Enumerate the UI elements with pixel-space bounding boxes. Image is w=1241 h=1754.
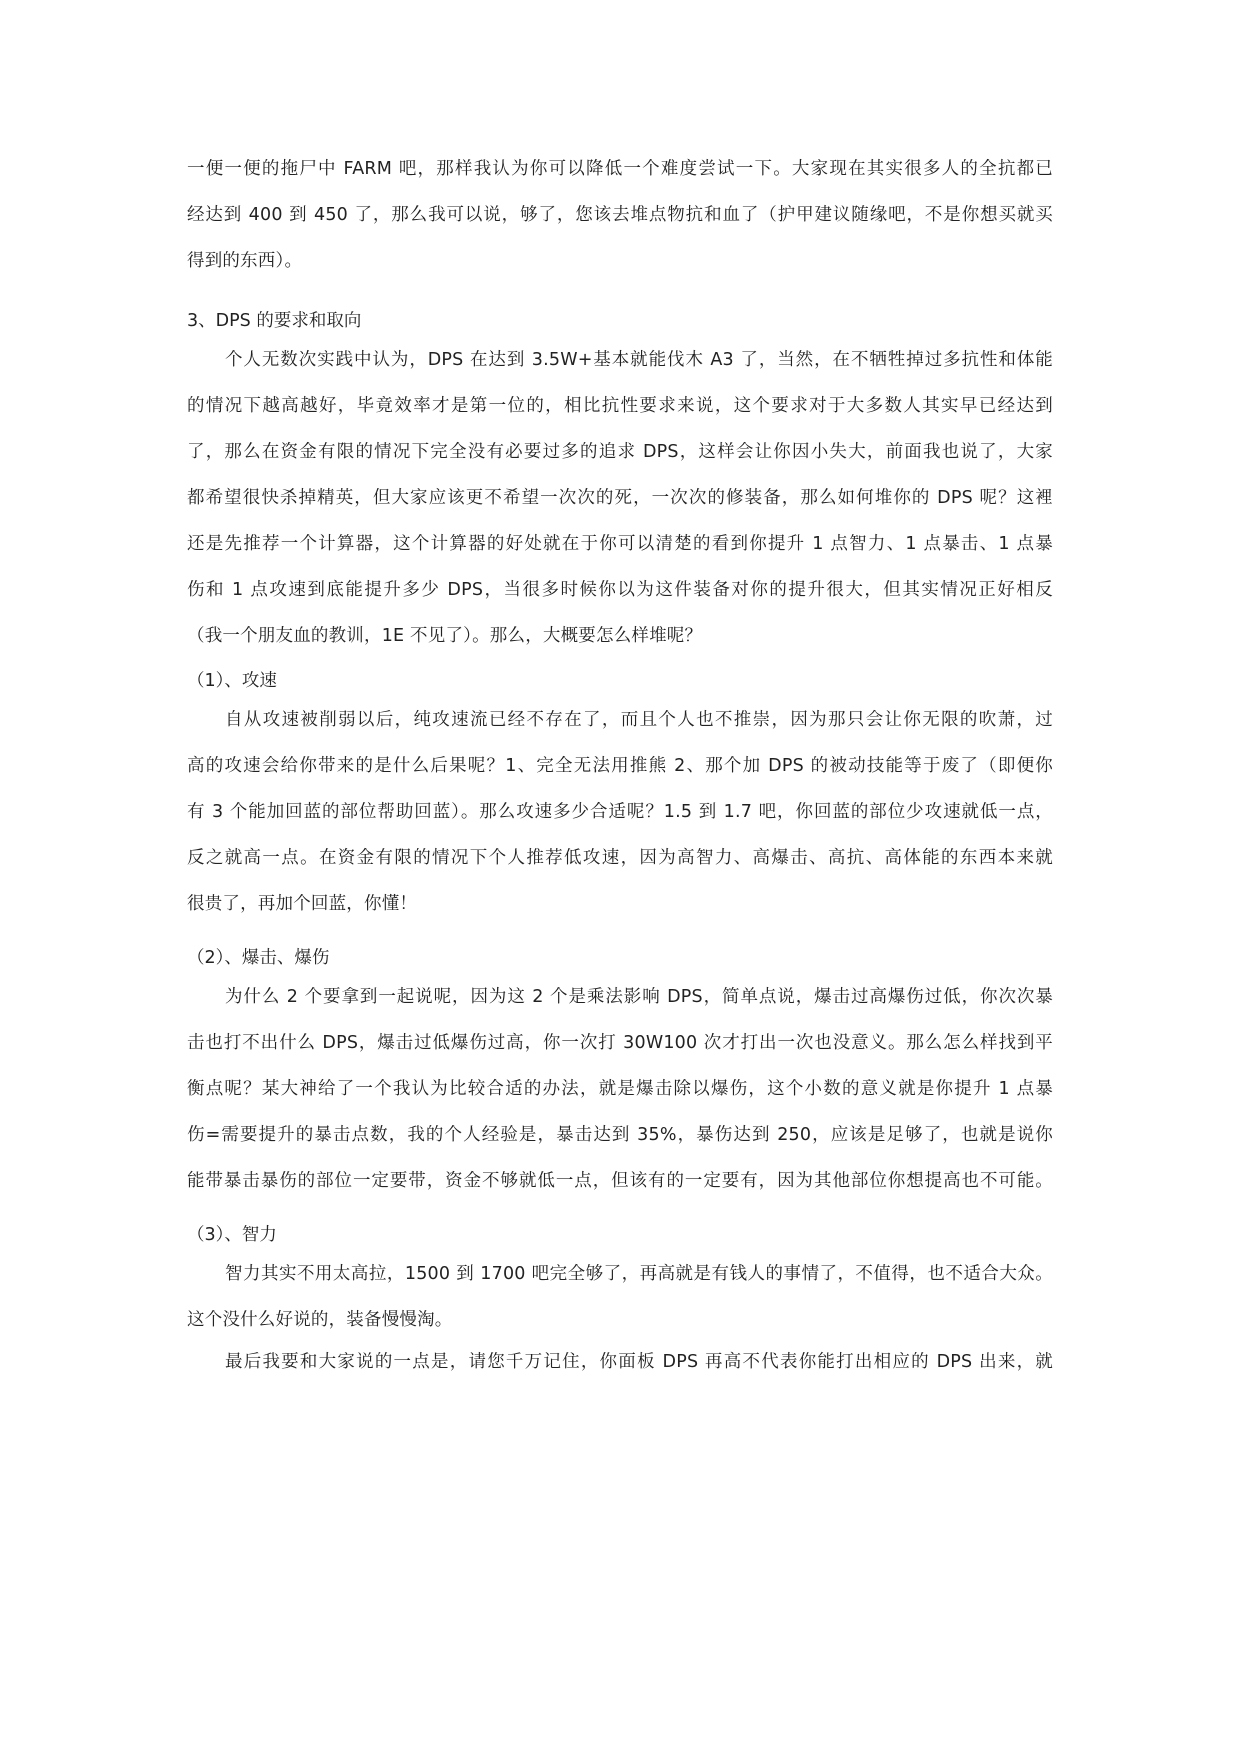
- text-line: 伤和 1 点攻速到底能提升多少 DPS，当很多时候你以为这件装备对你的提升很大，但其实情况正好相反: [187, 580, 1053, 600]
- paragraph-intelligence: [187, 1251, 1053, 1343]
- text-line: 有 3 个能加回蓝的部位帮助回蓝）。那么攻速多少合适呢？1.5 到 1.7 吧，你回蓝的部位少攻速就低一点，: [187, 802, 1053, 822]
- text-line: 经达到 400 到 450 了，那么我可以说，够了，您该去堆点物抗和血了（护甲建议随缘吧，不是你想买就买: [187, 205, 1053, 225]
- text-line: 最后我要和大家说的一点是，请您千万记住，你面板 DPS 再高不代表你能打出相应的 DPS 出来，就: [225, 1352, 1053, 1372]
- text-line: 都希望很快杀掉精英，但大家应该更不希望一次次的死，一次次的修装备，那么如何堆你的 DPS 呢？这裡: [187, 488, 1053, 508]
- paragraph-crit: [187, 974, 1053, 1204]
- text-line: 这个没什么好说的，装备慢慢淘。: [187, 1310, 453, 1330]
- paragraph-dps: [187, 337, 1053, 659]
- heading-text: （1）、攻速: [187, 671, 277, 691]
- paragraph-final: [187, 1339, 1053, 1385]
- paragraph-attack-speed: [187, 697, 1053, 927]
- heading-text: （3）、智力: [187, 1225, 277, 1245]
- text-line: 能带暴击暴伤的部位一定要带，资金不够就低一点，但该有的一定要有，因为其他部位你想提高也不可能。: [187, 1171, 1053, 1191]
- text-line: 伤=需要提升的暴击点数，我的个人经验是，暴击达到 35%，暴伤达到 250，应该是足够了，也就是说你: [187, 1125, 1053, 1145]
- text-line: 很贵了，再加个回蓝，你懂！: [187, 894, 418, 914]
- heading-text: （2）、爆击、爆伤: [187, 948, 330, 968]
- text-line: 反之就高一点。在资金有限的情况下个人推荐低攻速，因为高智力、高爆击、高抗、高体能的东西本来就: [187, 848, 1053, 868]
- text-line: 还是先推荐一个计算器，这个计算器的好处就在于你可以清楚的看到你提升 1 点智力、1 点暴击、1 点暴: [187, 534, 1053, 554]
- paragraph-intro: [187, 146, 1053, 284]
- text-line: 了，那么在资金有限的情况下完全没有必要过多的追求 DPS，这样会让你因小失大，前面我也说了，大家: [187, 442, 1053, 462]
- heading-text: 3、DPS 的要求和取向: [187, 311, 362, 331]
- text-line: 的情况下越高越好，毕竟效率才是第一位的，相比抗性要求来说，这个要求对于大多数人其实早已经达到: [187, 396, 1053, 416]
- text-line: 自从攻速被削弱以后，纯攻速流已经不存在了，而且个人也不推崇，因为那只会让你无限的吹萧，过: [225, 710, 1053, 730]
- text-line: 智力其实不用太高拉，1500 到 1700 吧完全够了，再高就是有钱人的事情了，不值得，也不适合大众。: [225, 1264, 1053, 1284]
- text-line: 为什么 2 个要拿到一起说呢，因为这 2 个是乘法影响 DPS，简单点说，爆击过高爆伤过低，你次次暴: [225, 987, 1053, 1007]
- text-line: （我一个朋友血的教训，1E 不见了）。那么，大概要怎么样堆呢？: [187, 626, 703, 646]
- text-line: 衡点呢？某大神给了一个我认为比较合适的办法，就是爆击除以爆伤，这个小数的意义就是你提升 1 点暴: [187, 1079, 1053, 1099]
- text-line: 高的攻速会给你带来的是什么后果呢？1、完全无法用推熊 2、那个加 DPS 的被动技能等于废了（即便你: [187, 756, 1053, 776]
- text-line: 击也打不出什么 DPS，爆击过低爆伤过高，你一次打 30W100 次才打出一次也没意义。那么怎么样找到平: [187, 1033, 1053, 1053]
- text-line: 得到的东西）。: [187, 251, 303, 271]
- text-line: 一便一便的拖尸中 FARM 吧，那样我认为你可以降低一个难度尝试一下。大家现在其实很多人的全抗都已: [187, 159, 1053, 179]
- text-line: 个人无数次实践中认为，DPS 在达到 3.5W+基本就能伐木 A3 了，当然，在不牺牲掉过多抗性和体能: [225, 350, 1053, 370]
